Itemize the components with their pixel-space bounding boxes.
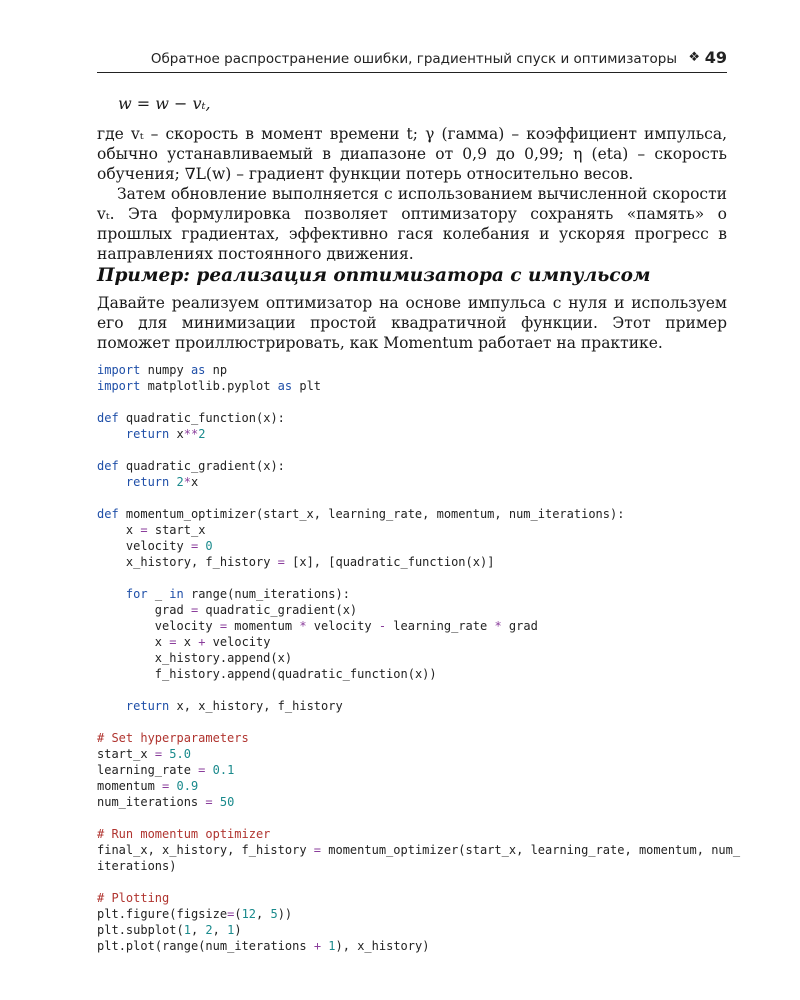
code-line: f_history.append(quadratic_function(x)) bbox=[154, 667, 437, 681]
section-heading: Пример: реализация оптимизатора с импульсом bbox=[97, 265, 651, 286]
code-line: start_x = 5.0 bbox=[97, 747, 191, 761]
definitions-paragraph: где vₜ – скорость в момент времени t; γ (гамма) – коэффициент импульса, обычно устанавливаемый в диапазоне от 0,9 до 0,99; η (eta) – скорость обучения; ∇L(w) – градиент функции потерь относительно весов. bbox=[97, 125, 727, 183]
code-line: return x, x_history, f_history bbox=[125, 699, 343, 713]
code-line: final_x, x_history, f_history = momentum_optimizer(start_x, learning_rate, momentum, num_ bbox=[97, 843, 741, 857]
code-line: def momentum_optimizer(start_x, learning_rate, momentum, num_iterations): bbox=[97, 507, 625, 521]
code-line: x_history.append(x) bbox=[154, 651, 293, 665]
code-line: # Set hyperparameters bbox=[97, 731, 249, 745]
code-line: velocity = momentum * velocity - learning_rate * grad bbox=[154, 619, 538, 633]
code-line: grad = quadratic_gradient(x) bbox=[154, 603, 358, 617]
code-line: def quadratic_function(x): bbox=[97, 411, 285, 425]
running-header bbox=[97, 50, 727, 73]
code-line: num_iterations = 50 bbox=[97, 795, 235, 809]
example-intro-paragraph: Давайте реализуем оптимизатор на основе импульса с нуля и используем его для минимизации простой квадратичной функции. Этот пример поможет проиллюстрировать, как Momentum работает на практике. bbox=[97, 294, 727, 352]
code-line bbox=[97, 394, 737, 410]
page-number: 49 bbox=[704, 48, 727, 67]
code-line: import matplotlib.pyplot as plt bbox=[97, 379, 322, 393]
header-title: Обратное распространение ошибки, градиентный спуск и оптимизаторы bbox=[150, 51, 677, 67]
code-line: # Run momentum optimizer bbox=[97, 827, 271, 841]
update-explanation-paragraph: Затем обновление выполняется с использованием вычисленной скорости vₜ. Эта формулировка позволяет оптимизатору сохранять «память» о прошлых градиентах, эффективно гася колебания и ускоряя прогресс в направлениях постоянного движения. bbox=[97, 185, 727, 263]
code-line bbox=[97, 810, 737, 826]
code-line bbox=[97, 490, 737, 506]
code-line bbox=[97, 714, 737, 730]
four-diamond-icon: ❖ bbox=[688, 50, 700, 65]
code-line: learning_rate = 0.1 bbox=[97, 763, 235, 777]
code-line bbox=[97, 682, 737, 698]
code-line: def quadratic_gradient(x): bbox=[97, 459, 285, 473]
code-line: # Plotting bbox=[97, 891, 170, 905]
code-line: x = x + velocity bbox=[154, 635, 271, 649]
momentum-update-formula: w = w − vₜ, bbox=[118, 94, 211, 113]
code-line bbox=[97, 570, 737, 586]
code-line: x_history, f_history = [x], [quadratic_function(x)] bbox=[125, 555, 495, 569]
code-line: momentum = 0.9 bbox=[97, 779, 199, 793]
code-line: plt.subplot(1, 2, 1) bbox=[97, 923, 242, 937]
code-line: for _ in range(num_iterations): bbox=[125, 587, 350, 601]
code-line: return 2*x bbox=[125, 475, 199, 489]
code-line: x = start_x bbox=[125, 523, 206, 537]
code-line: velocity = 0 bbox=[125, 539, 213, 553]
code-line bbox=[97, 874, 737, 890]
definitions-block bbox=[97, 124, 727, 264]
code-line: import numpy as np bbox=[97, 363, 228, 377]
code-line: return x**2 bbox=[125, 427, 206, 441]
code-listing bbox=[97, 362, 741, 954]
code-line bbox=[97, 442, 737, 458]
code-line: plt.figure(figsize=(12, 5)) bbox=[97, 907, 293, 921]
code-line: iterations) bbox=[97, 859, 177, 873]
code-line: plt.plot(range(num_iterations + 1), x_history) bbox=[97, 939, 430, 953]
example-intro-block bbox=[97, 293, 727, 353]
